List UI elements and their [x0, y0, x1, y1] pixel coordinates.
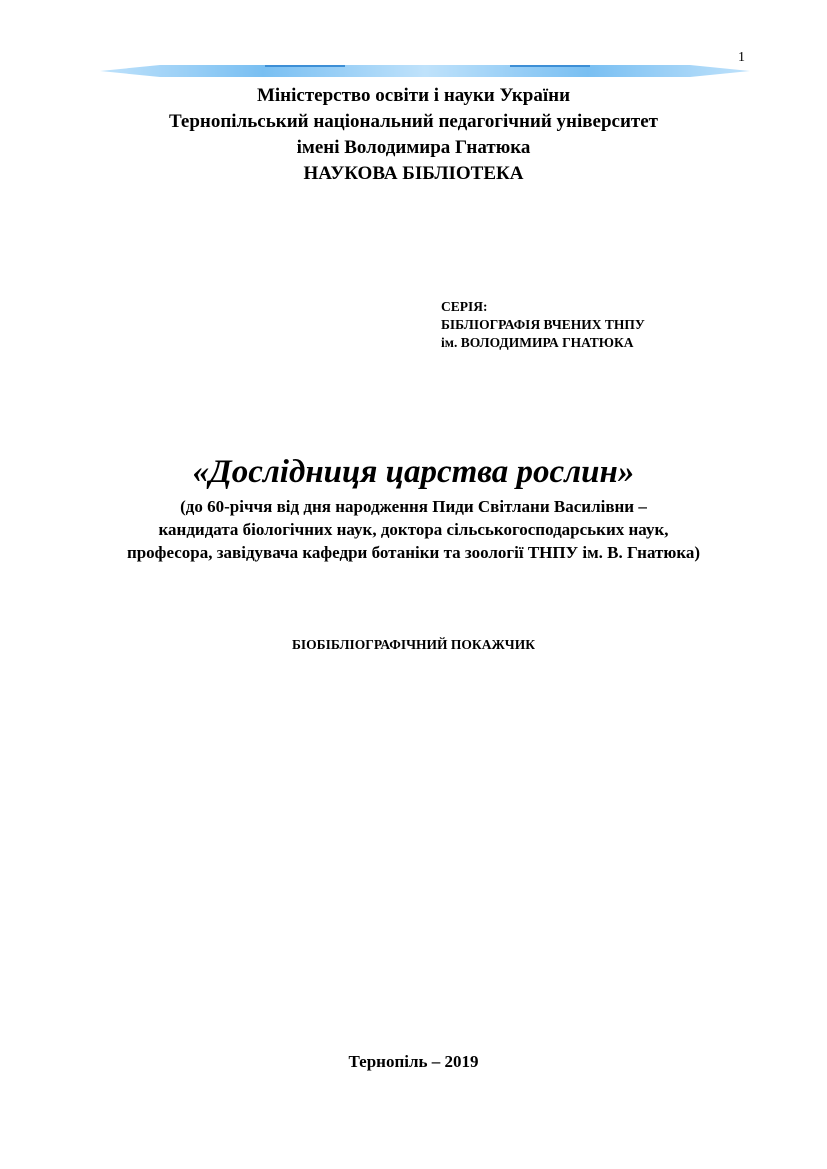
subtitle-line1: (до 60-річчя від дня народження Пиди Світлани Василівни – [180, 497, 647, 516]
library-line: НАУКОВА БІБЛІОТЕКА [303, 163, 524, 184]
subtitle-line2: кандидата біологічних наук, доктора сільськогосподарських наук, [158, 520, 669, 539]
named-after-line: імені Володимира Гнатюка [296, 137, 531, 158]
series-label: СЕРІЯ: [441, 299, 488, 314]
document-title: «Дослідниця царства рослин» [192, 454, 635, 490]
place-year: Тернопіль – 2019 [348, 1052, 479, 1071]
page-number: 1 [738, 50, 745, 65]
subtitle-line3: професора, завідувача кафедри ботаніки та зоології ТНПУ ім. В. Гнатюка) [126, 543, 701, 562]
series-name-line2: ім. ВОЛОДИМИРА ГНАТЮКА [441, 335, 634, 350]
ministry-line: Міністерство освіти і науки України [256, 85, 571, 106]
series-block [441, 298, 645, 352]
document-type: БІОБІБЛІОГРАФІЧНИЙ ПОКАЖЧИК [292, 637, 535, 652]
university-line: Тернопільський національний педагогічний університет [168, 111, 659, 132]
series-name-line1: БІБЛІОГРАФІЯ ВЧЕНИХ ТНПУ [441, 317, 645, 332]
institution-header [0, 83, 827, 187]
document-subtitle [0, 495, 827, 564]
header-decorative-rule [100, 60, 750, 82]
